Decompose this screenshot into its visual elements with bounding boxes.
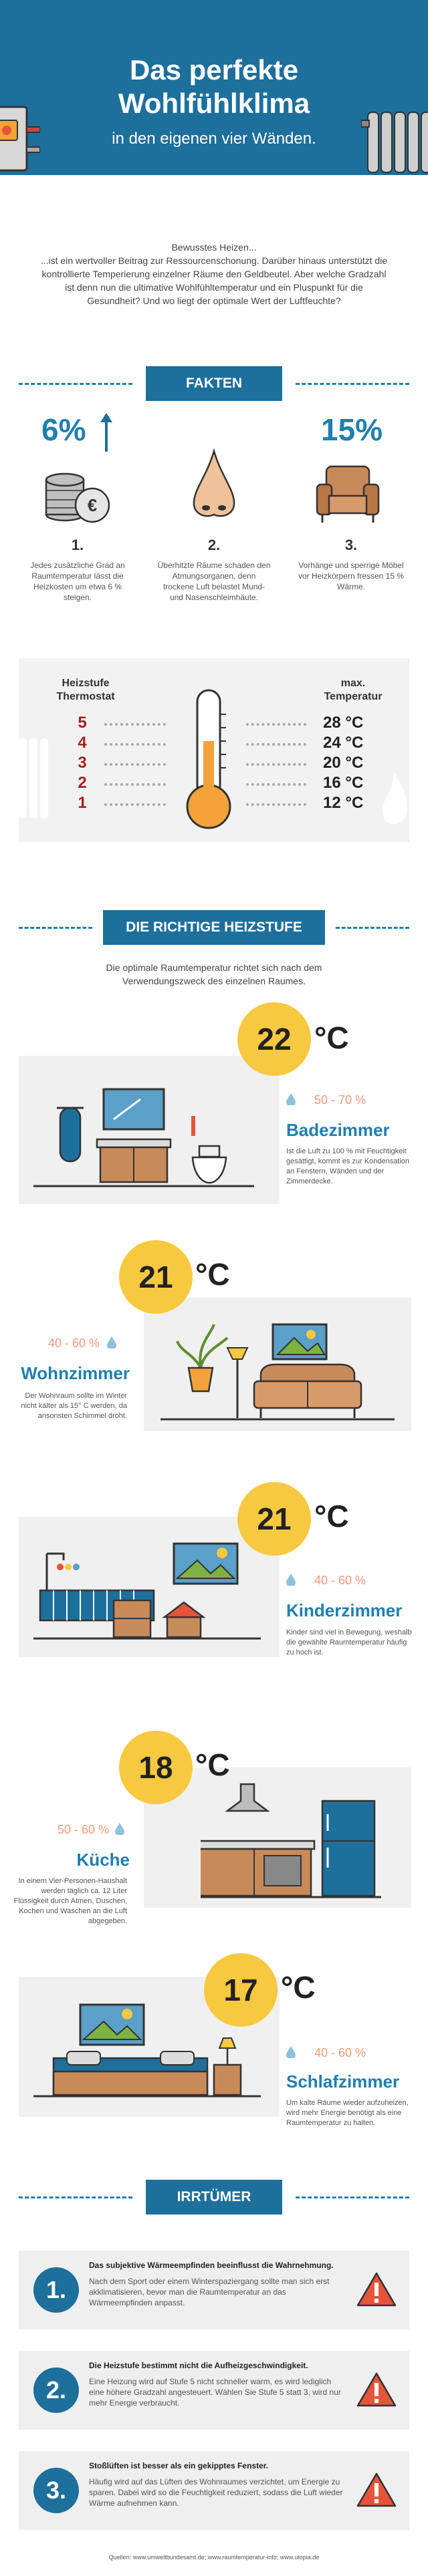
warning-icon <box>356 2371 397 2408</box>
myth-card-2 <box>19 2351 409 2430</box>
thermometer-icon <box>177 688 241 831</box>
room-name-bedroom: Schlafzimmer <box>286 2071 400 2092</box>
flame-silhouette-icon <box>380 772 409 832</box>
fact-2-number: 2. <box>207 537 221 553</box>
level-3: 3 <box>78 754 87 772</box>
temp-circle-childroom: 21 <box>237 1482 311 1556</box>
section-header-heizstufe <box>19 910 409 945</box>
section-header-facts <box>19 366 409 401</box>
fact-3-big: 15% <box>321 412 383 447</box>
myth-title-1: Das subjektive Wärmeempfinden beeinflusst die Wahrnehmung. <box>89 2261 334 2270</box>
myth-text-2: Eine Heizung wird auf Stufe 5 nicht schneller warm, es wird lediglich eine höhere Gradzahl angesteuert. Wählen Sie Stufe 5 statt 3, wird nur mehr Energie verbraucht. <box>89 2377 341 2408</box>
humidity-childroom: 40 - 60 % <box>314 1574 366 1587</box>
temp-unit-bedroom: °C <box>281 1970 316 2005</box>
humidity-bathroom: 50 - 70 % <box>314 1093 366 1107</box>
section-title-myths: IRRTÜMER <box>146 2180 282 2214</box>
myth-number-3: 3. <box>33 2468 79 2513</box>
intro-body: ...ist ein wertvoller Beitrag zur Ressourcenschonung. Darüber hinaus unterstützt die kontrollierte Temperierung einzelner Räume den Geldbeutel. Aber welche Gradzahl ist denn nun die ultimative Wohlfühltemperatur und ein Pluspunkt für die Gesundheit? Und wo liegt der optimale Wert der Luftfeuchte? <box>40 255 388 306</box>
level-2: 2 <box>78 774 87 792</box>
humidity-drop-icon <box>286 2046 296 2058</box>
temp-level-2: 16 °C <box>323 774 364 792</box>
room-text-kitchen: In einem Vier-Personen-Haushalt werden täglich ca. 12 Liter Flüssigkeit durch Atmen, Duschen, Kochen und Waschen an die Luft abgegeben. <box>13 1877 127 1925</box>
myth-number-2: 2. <box>33 2368 79 2413</box>
intro-lead: Bewusstes Heizen... <box>171 242 257 253</box>
temp-level-5: 28 °C <box>323 714 364 732</box>
level-1: 1 <box>78 794 87 812</box>
fact-1-number: 1. <box>71 537 84 553</box>
myth-card-1 <box>19 2251 409 2329</box>
room-name-livingroom: Wohnzimmer <box>21 1363 130 1383</box>
arrow-up-icon <box>99 413 114 453</box>
humidity-drop-icon <box>115 1823 124 1835</box>
room-text-bedroom: Um kalte Räume wieder aufzuheizen, wird mehr Energie benötigt als eine Raumtemperatur zu halten. <box>286 2099 409 2127</box>
armchair-icon <box>314 461 381 525</box>
temp-circle-bathroom: 22 <box>237 1002 311 1076</box>
radiator-silhouette-icon <box>19 732 52 825</box>
childroom-illustration <box>33 1537 261 1651</box>
myth-title-3: Stoßlüften ist besser als ein gekipptes Fenster. <box>89 2461 269 2470</box>
heizstufe-intro: Die optimale Raumtemperatur richtet sich nach dem Verwendungszweck des einzelnen Raumes. <box>106 962 322 986</box>
bathroom-illustration <box>33 1076 254 1196</box>
temp-unit-kitchen: °C <box>195 1747 230 1782</box>
section-header-myths <box>19 2180 409 2214</box>
humidity-drop-icon <box>107 1336 116 1348</box>
humidity-kitchen: 50 - 60 % <box>58 1823 110 1836</box>
fact-1-text: Jedes zusätzliche Grad an Raumtemperatur lässt die Heizkosten um etwa 6 % steigen. <box>30 561 125 602</box>
sources-footer: Quellen: www.umweltbundesamt.de; www.raumtemperatur-info; www.utopia.de <box>108 2554 320 2561</box>
svg-text:€: € <box>87 495 98 515</box>
temp-level-1: 12 °C <box>323 794 364 812</box>
room-text-childroom: Kinder sind viel in Bewegung, weshalb die gewählte Raumtemperatur häufig zu hoch ist. <box>286 1628 412 1657</box>
level-5: 5 <box>78 714 87 732</box>
livingroom-illustration <box>160 1318 395 1428</box>
room-name-childroom: Kinderzimmer <box>286 1600 403 1620</box>
myth-text-3: Häufig wird auf das Lüften des Wohnraumes verzichtet, um Energie zu sparen. Dabei wird so die Feuchtigkeit reduziert, sodass die Luft wieder Wärme aufnehmen kann. <box>89 2477 343 2508</box>
myth-title-2: Die Heizstufe bestimmt nicht die Aufheizgeschwindigkeit. <box>89 2361 308 2370</box>
nose-icon <box>187 448 241 525</box>
temp-circle-kitchen: 18 <box>119 1731 193 1804</box>
section-title-facts: FAKTEN <box>146 366 282 401</box>
coins-icon <box>41 461 114 525</box>
warning-icon <box>356 2471 397 2509</box>
room-text-livingroom: Der Wohnraum sollte im Winter nicht kälter als 15° C werden, da ansonsten Schimmel droht. <box>21 1392 127 1420</box>
page-title: Das perfekte Wohlfühlklima <box>118 54 310 119</box>
thermostat-level-heading: Heizstufe Thermostat <box>56 678 115 702</box>
humidity-livingroom: 40 - 60 % <box>48 1336 100 1350</box>
myth-card-3 <box>19 2451 409 2530</box>
page-subtitle: in den eigenen vier Wänden. <box>112 130 316 148</box>
temp-unit-bathroom: °C <box>314 1020 349 1055</box>
temp-circle-livingroom: 21 <box>119 1240 193 1314</box>
max-temperature-heading: max. Temperatur <box>324 678 383 702</box>
section-title-heizstufe: DIE RICHTIGE HEIZSTUFE <box>103 910 325 945</box>
temp-level-3: 20 °C <box>323 754 364 772</box>
header-banner <box>0 0 428 175</box>
warning-icon <box>356 2271 397 2308</box>
fact-2-text: Überhitzte Räume schaden den Atmungsorganen, denn trockene Luft belastet Mund- und Nasenschleimhäute. <box>157 561 271 602</box>
myth-text-1: Nach dem Sport oder einem Winterspaziergang sollte man sich erst akklimatisieren, bevor man die Raumtemperatur an das Wärmeempfinden anpasst. <box>89 2277 330 2307</box>
temp-unit-childroom: °C <box>314 1499 349 1534</box>
fact-1-big: 6% <box>41 412 86 447</box>
level-4: 4 <box>78 734 87 752</box>
humidity-bedroom: 40 - 60 % <box>314 2046 366 2059</box>
myth-number-1: 1. <box>33 2267 79 2313</box>
temp-circle-bedroom: 17 <box>204 1953 278 2027</box>
humidity-drop-icon <box>286 1093 296 1105</box>
intro-text <box>40 241 388 307</box>
room-text-bathroom: Ist die Luft zu 100 % mit Feuchtigkeit gesättigt, kommt es zur Kondensation an Fenstern, Wänden und der Zimmerdecke. <box>286 1147 410 1185</box>
room-name-kitchen: Küche <box>76 1850 130 1870</box>
temp-unit-livingroom: °C <box>195 1257 230 1292</box>
kitchen-illustration <box>201 1774 381 1908</box>
fact-3-number: 3. <box>344 537 358 553</box>
thermostat-panel <box>19 658 409 842</box>
temp-level-4: 24 °C <box>323 734 364 752</box>
fact-3-text: Vorhänge und sperrige Möbel vor Heizkörpern fressen 15 % Wärme. <box>298 561 405 591</box>
humidity-drop-icon <box>286 1574 296 1586</box>
room-name-bathroom: Badezimmer <box>286 1120 390 1140</box>
